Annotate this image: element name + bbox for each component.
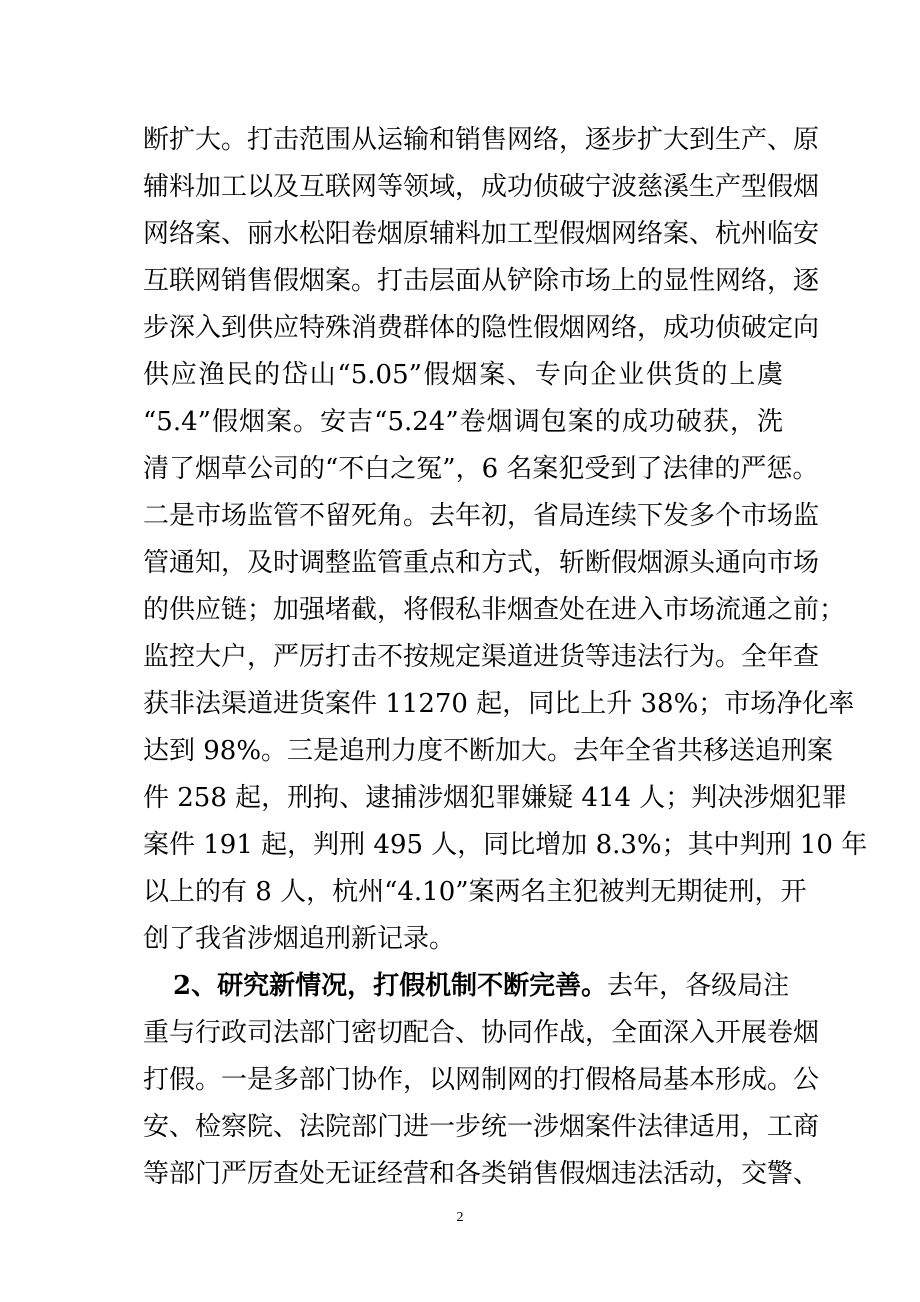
text-line: 网络案、丽水松阳卷烟原辅料加工型假烟网络案、杭州临安 bbox=[143, 219, 820, 249]
text-line: 清了烟草公司的“不白之冤”，6 名案犯受到了法律的严惩。 bbox=[143, 454, 819, 484]
text-line: 监控大户，严厉打击不按规定渠道进货等违法行为。全年查 bbox=[143, 642, 820, 672]
text-line: 辅料加工以及互联网等领域，成功侦破宁波慈溪生产型假烟 bbox=[143, 172, 820, 202]
text-line: 案件 191 起，判刑 495 人，同比增加 8.3%；其中判刑 10 年 bbox=[143, 830, 868, 860]
text-line: 互联网销售假烟案。打击层面从铲除市场上的显性网络，逐 bbox=[143, 266, 820, 296]
text-line: 打假。一是多部门协作，以网制网的打假格局基本形成。公 bbox=[143, 1065, 820, 1095]
text-line: 获非法渠道进货案件 11270 起，同比上升 38%；市场净化率 bbox=[143, 689, 855, 719]
text-line: 步深入到供应特殊消费群体的隐性假烟网络，成功侦破定向 bbox=[143, 313, 820, 343]
text-line: “5.4”假烟案。安吉“5.24”卷烟调包案的成功破获，洗 bbox=[143, 407, 783, 437]
text-line: 重与行政司法部门密切配合、协同作战，全面深入开展卷烟 bbox=[143, 1018, 820, 1048]
text-line: 等部门严厉查处无证经营和各类销售假烟违法活动，交警、 bbox=[143, 1159, 820, 1189]
text-line: 创了我省涉烟追刑新记录。 bbox=[143, 924, 456, 954]
text-line: 供应渔民的岱山“5.05”假烟案、专向企业供货的上虞 bbox=[143, 360, 783, 390]
text-line: 以上的有 8 人，杭州“4.10”案两名主犯被判无期徒刑，开 bbox=[143, 877, 807, 907]
text-line: 二是市场监管不留死角。去年初，省局连续下发多个市场监 bbox=[143, 501, 820, 531]
text-line: 管通知，及时调整监管重点和方式，斩断假烟源头通向市场 bbox=[143, 548, 820, 578]
section-heading-line bbox=[143, 963, 790, 1010]
text-line: 的供应链；加强堵截，将假私非烟查处在进入市场流通之前； bbox=[143, 595, 846, 625]
document-body bbox=[143, 117, 868, 1198]
section-heading: 2、研究新情况，打假机制不断完善。 bbox=[173, 971, 608, 1001]
text-line: 安、检察院、法院部门进一步统一涉烟案件法律适用，工商 bbox=[143, 1112, 820, 1142]
text-line: 断扩大。打击范围从运输和销售网络，逐步扩大到生产、原 bbox=[143, 125, 820, 155]
text-line: 件 258 起，刑拘、逮捕涉烟犯罪嫌疑 414 人；判决涉烟犯罪 bbox=[143, 783, 848, 813]
text-line: 达到 98%。三是追刑力度不断加大。去年全省共移送追刑案 bbox=[143, 736, 834, 766]
heading-line-text: 去年，各级局注 bbox=[607, 971, 790, 1001]
page-number: 2 bbox=[456, 1210, 464, 1225]
